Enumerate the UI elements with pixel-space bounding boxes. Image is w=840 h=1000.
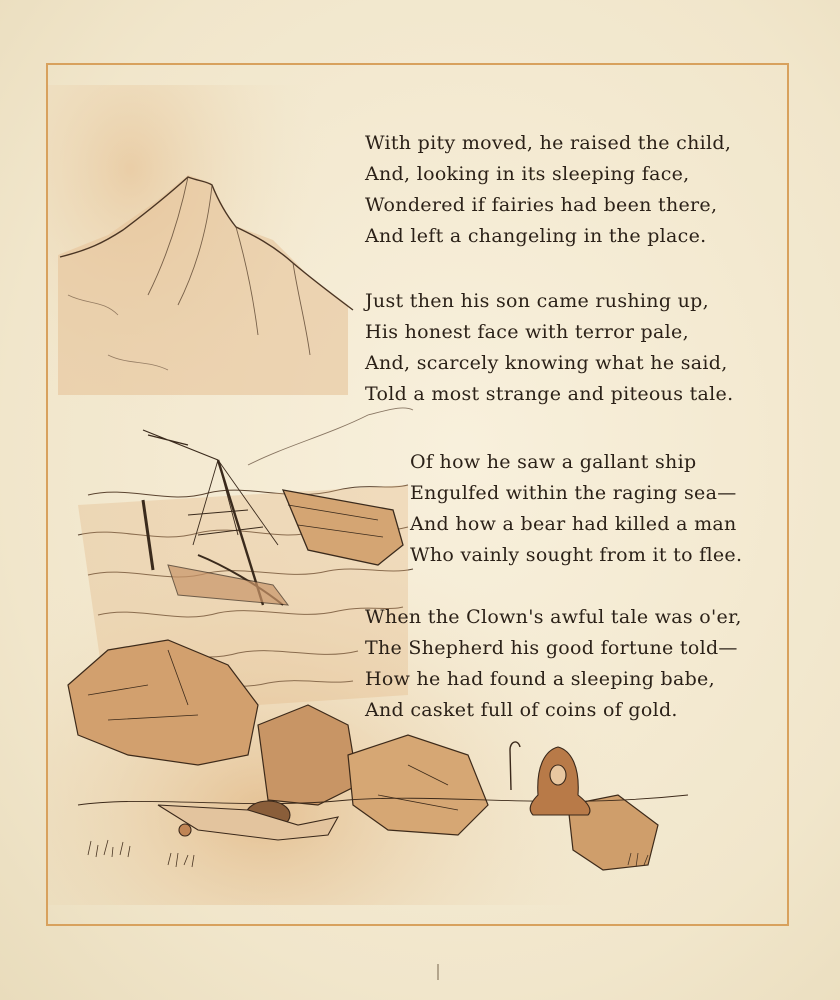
verse-line: And how a bear had killed a man <box>410 513 737 535</box>
verse-line: When the Clown's awful tale was o'er, <box>365 606 742 628</box>
verse-line: Just then his son came rushing up, <box>365 290 709 312</box>
verse-line: The Shepherd his good fortune told— <box>365 637 738 659</box>
stanza-1 <box>365 128 731 252</box>
verse-line: With pity moved, he raised the child, <box>365 132 732 154</box>
verse-line: His honest face with terror pale, <box>365 321 689 343</box>
verse-line: And casket full of coins of gold. <box>365 699 678 721</box>
verse-line: And, looking in its sleeping face, <box>365 163 690 185</box>
verse-line: Told a most strange and piteous tale. <box>365 383 734 405</box>
verse-line: Engulfed within the raging sea— <box>410 482 737 504</box>
verse-line: And, scarcely knowing what he said, <box>365 352 728 374</box>
binding-mark <box>437 964 439 980</box>
verse-line: And left a changeling in the place. <box>365 225 707 247</box>
verse-line: How he had found a sleeping babe, <box>365 668 715 690</box>
stanza-4 <box>365 602 742 726</box>
stanza-3 <box>410 447 742 571</box>
stanza-2 <box>365 286 733 410</box>
verse-line: Of how he saw a gallant ship <box>410 451 697 473</box>
verse-line: Wondered if fairies had been there, <box>365 194 718 216</box>
verse-line: Who vainly sought from it to flee. <box>410 544 743 566</box>
